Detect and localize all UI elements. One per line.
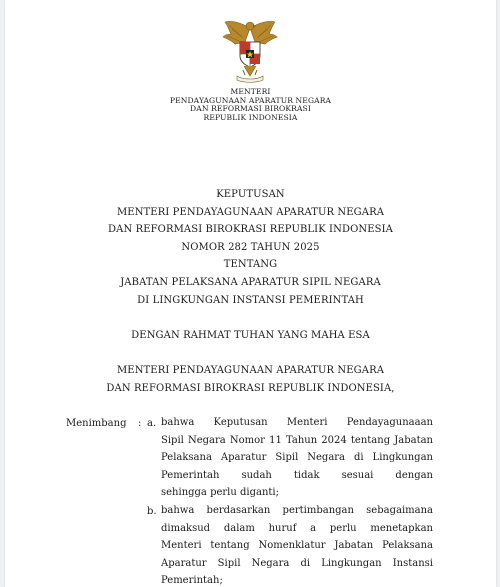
paragraph-line: dimaksud dalam huruf a perlu menetapkan (161, 522, 433, 534)
tentang-label: TENTANG (223, 259, 278, 270)
decree-title: DI LINGKUNGAN INSTANSI PEMERINTAH (137, 295, 364, 306)
paragraph-line: Menteri tentang Nomenklatur Jabatan Pelaksana (161, 540, 433, 552)
paragraph-line: bahwa Keputusan Menteri Pendayagunaaan (161, 417, 433, 428)
menimbang-colon: : (138, 418, 142, 429)
document-page (5, 0, 496, 587)
paragraph-line: Aparatur Sipil Negara di Lingkungan Instansi (161, 557, 433, 569)
paragraph-line: sehingga perlu diganti; (161, 487, 279, 499)
official-line: DAN REFORMASI BIROKRASI REPUBLIK INDONESIA, (106, 383, 395, 394)
paragraph-line: bahwa berdasarkan pertimbangan sebagaimana (161, 505, 433, 516)
paragraph-line: Pelaksana Aparatur Sipil Negara di Lingkungan (161, 452, 433, 464)
letterhead-line: REPUBLIK INDONESIA (203, 112, 298, 122)
letterhead (5, 88, 496, 122)
letterhead-line: PENDAYAGUNAAN APARATUR NEGARA (169, 95, 332, 105)
paragraph-line: Sipil Negara Nomor 11 Tahun 2024 tentang Jabatan (161, 434, 433, 446)
item-letter-b: b. (147, 506, 157, 517)
paragraph-line: Pemerintah; (161, 575, 223, 587)
paragraph-line: Pemerintah sudah tidak sesuai dengan (161, 469, 433, 481)
decree-title: JABATAN PELAKSANA APARATUR SIPIL NEGARA (120, 277, 381, 288)
letterhead-line: DAN REFORMASI BIROKRASI (190, 104, 311, 114)
decree-number: NOMOR 282 TAHUN 2025 (181, 242, 320, 253)
item-letter-a: a. (147, 418, 157, 429)
menimbang-label: Menimbang (66, 418, 127, 429)
consideration-a (161, 414, 433, 502)
document-type: KEPUTUSAN (216, 189, 285, 200)
garuda-emblem-icon (219, 18, 281, 84)
consideration-b (161, 502, 433, 587)
official-line: MENTERI PENDAYAGUNAAN APARATUR NEGARA (116, 365, 385, 376)
issuer-line: DAN REFORMASI BIROKRASI REPUBLIK INDONESIA (108, 224, 393, 235)
letterhead-line: MENTERI (230, 87, 271, 96)
issuer-line: MENTERI PENDAYAGUNAAN APARATUR NEGARA (116, 207, 385, 218)
invocation: DENGAN RAHMAT TUHAN YANG MAHA ESA (131, 330, 370, 341)
